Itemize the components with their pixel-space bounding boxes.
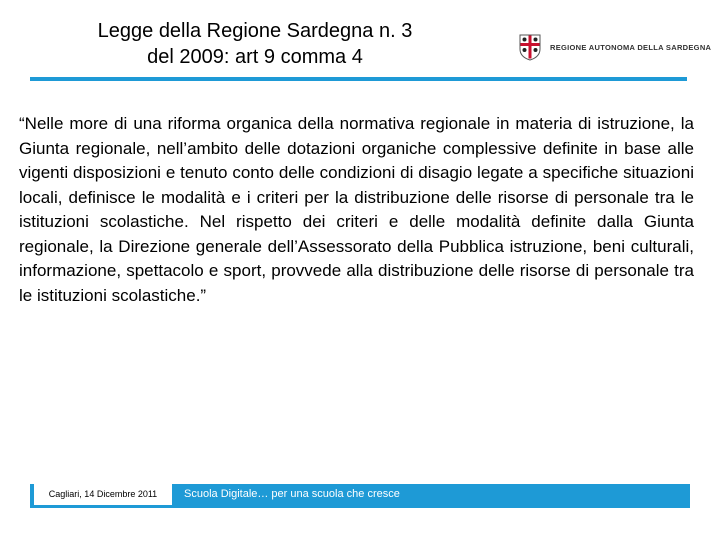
- page-title: [30, 18, 480, 70]
- footer-date: Cagliari, 14 Dicembre 2011: [34, 484, 172, 505]
- region-logo-text: REGIONE AUTONOMA DELLA SARDEGNA: [550, 42, 712, 52]
- footer-bar: [30, 484, 690, 508]
- law-quote: “Nelle more di una riforma organica della normativa regionale in materia di istruzione, la Giunta regionale, nell’ambito delle dotazioni organiche complessive definite in base alle vigenti disposizioni e tenuto conto delle condizioni di disagio legate a specifiche situazioni locali, definisce le modalità e i criteri per la distribuzione delle risorse di personale tra le istituzioni scolastiche. Nel rispetto dei criteri e delle modalità definite dalla Giunta regionale, la Direzione generale dell’Assessorato della Pubblica istruzione, beni culturali, informazione, spettacolo e sport, provvede alla distribuzione delle risorse di personale tra le istituzioni scolastiche.”: [19, 114, 694, 305]
- page-title-line-2: del 2009: art 9 comma 4: [147, 46, 363, 68]
- page-title-line-1: Legge della Regione Sardegna n. 3: [97, 20, 413, 42]
- region-logo: [518, 32, 711, 62]
- sardinia-coat-of-arms-icon: [518, 33, 542, 61]
- footer-slogan: Scuola Digitale… per una scuola che cresce: [184, 488, 400, 500]
- header-divider: [30, 77, 687, 81]
